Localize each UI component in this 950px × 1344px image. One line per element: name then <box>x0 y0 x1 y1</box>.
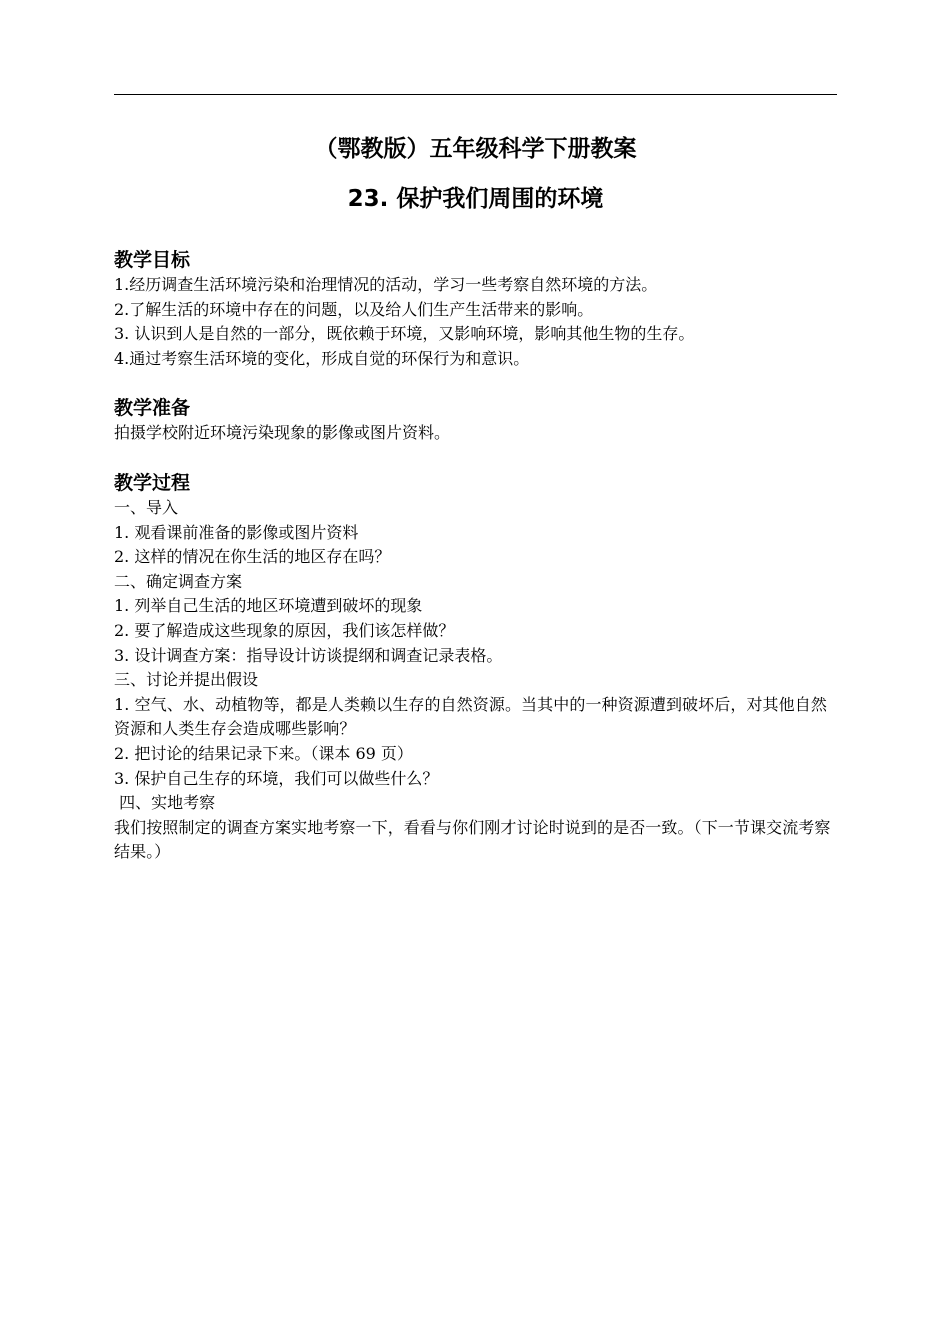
process-step-heading: 四、实地考察 <box>114 793 216 813</box>
process-step-heading: 一、导入 <box>114 497 179 517</box>
section-spacer <box>114 371 837 395</box>
document-body <box>114 247 837 865</box>
lesson-title: 23. 保护我们周围的环境 <box>347 186 604 212</box>
objective-item: 4.通过考察生活环境的变化，形成自觉的环保行为和意识。 <box>114 348 530 368</box>
section-spacer <box>114 446 837 470</box>
objective-item: 3. 认识到人是自然的一部分，既依赖于环境，又影响环境，影响其他生物的生存。 <box>114 324 695 344</box>
document-title: （鄂教版）五年级科学下册教案 <box>314 136 637 162</box>
process-step-heading: 三、讨论并提出假设 <box>114 670 259 690</box>
process-line: 我们按照制定的调查方案实地考察一下，看看与你们刚才讨论时说到的是否一致。（下一节课交流考察结果。） <box>114 817 831 862</box>
objective-item: 2.了解生活的环境中存在的问题，以及给人们生产生活带来的影响。 <box>114 299 594 319</box>
process-line: 3. 保护自己生存的环境，我们可以做些什么？ <box>114 768 439 788</box>
process-line: 1. 观看课前准备的影像或图片资料 <box>114 522 359 542</box>
process-heading: 教学过程 <box>114 471 191 494</box>
process-line: 1. 列举自己生活的地区环境遭到破坏的现象 <box>114 596 423 616</box>
process-line: 1. 空气、水、动植物等，都是人类赖以生存的自然资源。当其中的一种资源遭到破坏后，对其他自然资源和人类生存会造成哪些影响？ <box>114 694 827 739</box>
header-rule <box>114 94 837 95</box>
process-line: 2. 这样的情况在你生活的地区存在吗？ <box>114 547 391 567</box>
preparation-heading: 教学准备 <box>114 397 191 420</box>
process-line: 2. 要了解造成这些现象的原因，我们该怎样做？ <box>114 620 455 640</box>
objective-item: 1.经历调查生活环境污染和治理情况的活动，学习一些考察自然环境的方法。 <box>114 275 658 294</box>
process-line: 3. 设计调查方案：指导设计访谈提纲和调查记录表格。 <box>114 645 503 665</box>
process-step-heading: 二、确定调查方案 <box>114 571 243 591</box>
objectives-heading: 教学目标 <box>114 249 191 271</box>
preparation-text: 拍摄学校附近环境污染现象的影像或图片资料。 <box>114 423 451 443</box>
process-line: 2. 把讨论的结果记录下来。（课本 69 页） <box>114 743 413 763</box>
